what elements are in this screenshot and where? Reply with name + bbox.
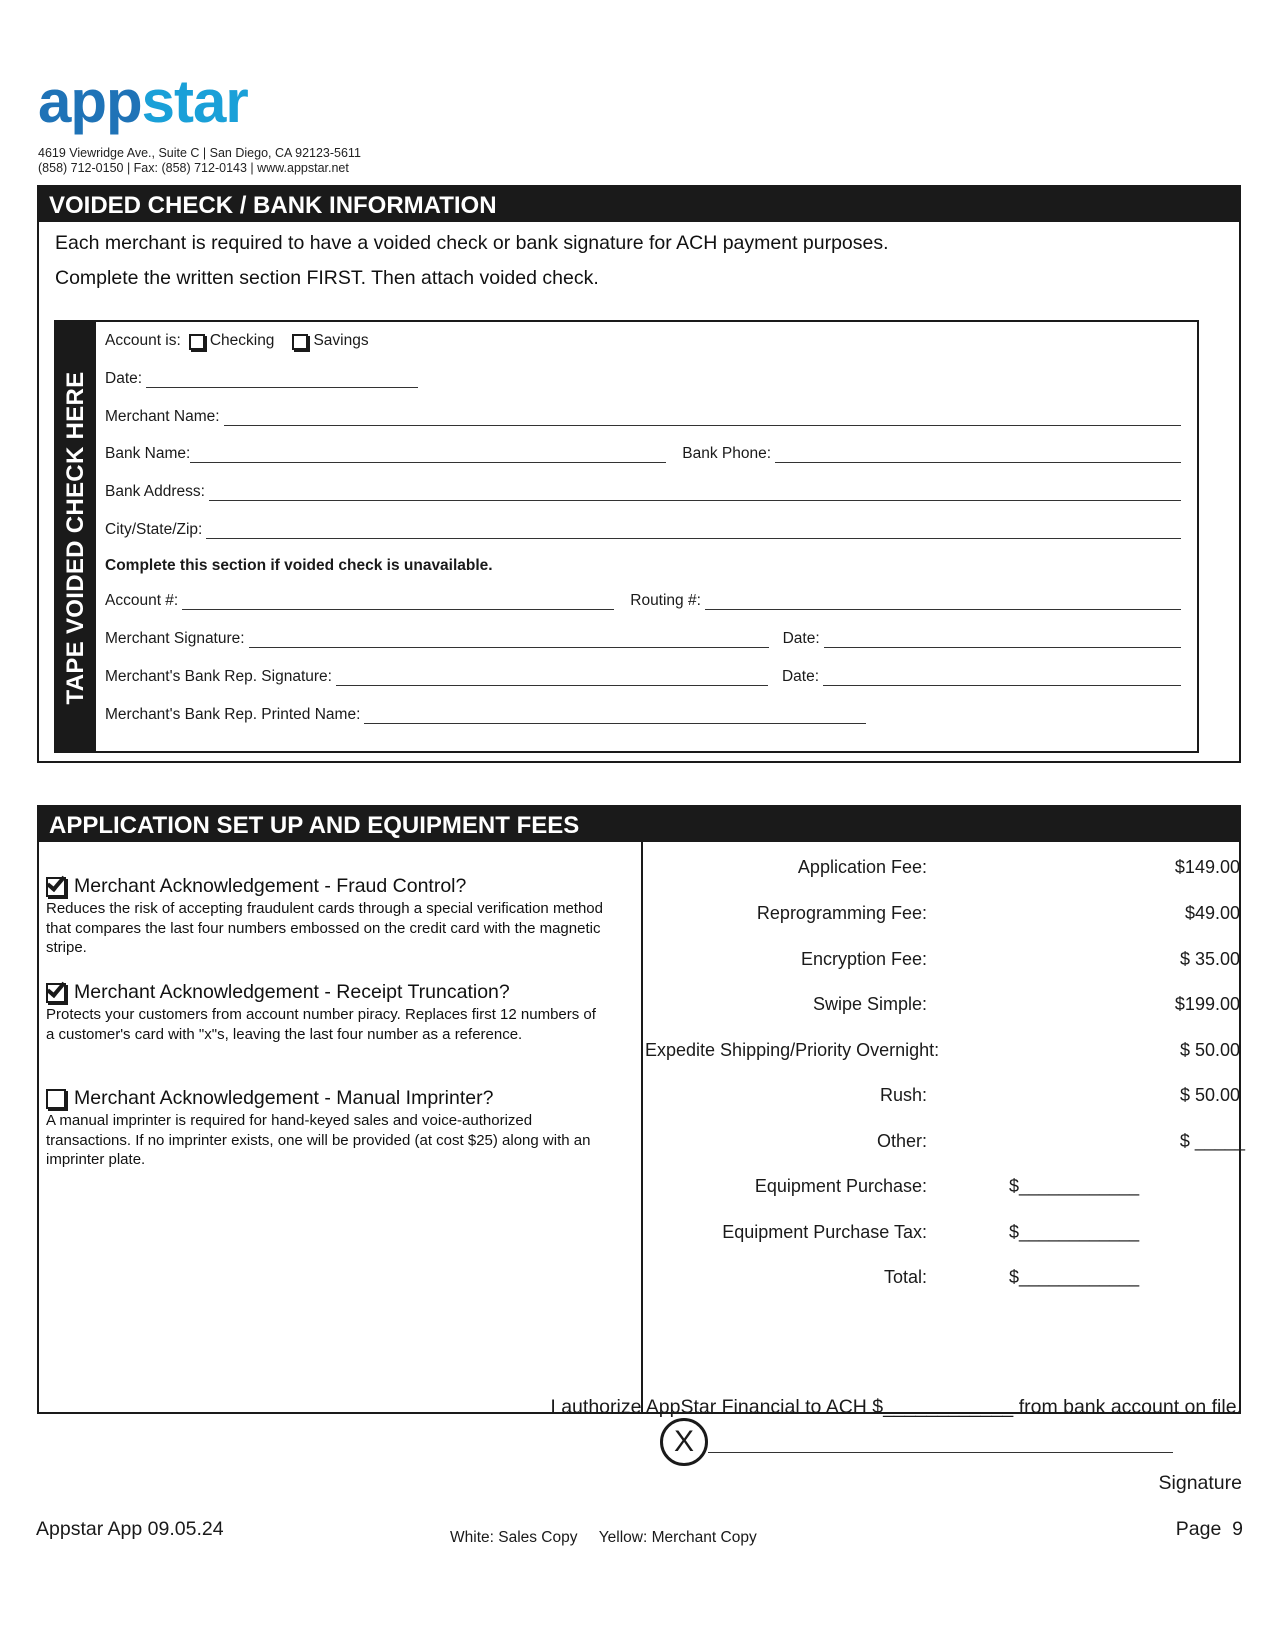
routing-number-field[interactable] bbox=[705, 595, 1181, 610]
fee-row-equipment-purchase: Equipment Purchase: $____________ bbox=[645, 1176, 1245, 1200]
bank-rep-signature-date-field[interactable] bbox=[823, 671, 1181, 686]
fee-row-encryption: Encryption Fee: $ 35.00 bbox=[800, 949, 1240, 969]
fee-row-other: Other: $ _____ bbox=[876, 1131, 1245, 1151]
account-number-field[interactable] bbox=[182, 595, 614, 610]
city-state-zip-row: City/State/Zip: bbox=[105, 517, 1181, 539]
equipment-purchase-field[interactable]: $____________ bbox=[1009, 1176, 1140, 1196]
signature-x-mark: X bbox=[660, 1418, 708, 1466]
date-row: Date: bbox=[105, 366, 1181, 388]
fees-section bbox=[37, 805, 1245, 1414]
bank-address-row: Bank Address: bbox=[105, 479, 1181, 501]
bank-phone-field[interactable] bbox=[775, 448, 1181, 463]
bank-address-field[interactable] bbox=[209, 486, 1181, 501]
fee-row-equipment-tax: Equipment Purchase Tax: $____________ bbox=[645, 1222, 1245, 1246]
savings-label: Savings bbox=[313, 332, 369, 349]
fraud-control-checkbox[interactable] bbox=[46, 877, 66, 897]
total-field[interactable]: $____________ bbox=[1009, 1267, 1140, 1287]
fee-row-expedite-shipping: Expedite Shipping/Priority Overnight: $ 50.00 bbox=[645, 1040, 1240, 1060]
bank-rep-printed-name-field[interactable] bbox=[364, 709, 866, 724]
account-routing-row: Account #: Routing #: bbox=[105, 588, 1181, 610]
unavailable-note: Complete this section if voided check is unavailable. bbox=[105, 557, 493, 574]
form-version: Appstar App 09.05.24 bbox=[36, 1518, 224, 1540]
voided-check-intro-1: Each merchant is required to have a voided check or bank signature for ACH payment purposes. bbox=[55, 232, 889, 254]
equipment-tax-field[interactable]: $____________ bbox=[1009, 1222, 1140, 1242]
fee-row-swipe-simple: Swipe Simple: $199.00 bbox=[812, 994, 1240, 1014]
date-field[interactable] bbox=[146, 373, 418, 388]
company-address bbox=[38, 146, 361, 176]
merchant-signature-field[interactable] bbox=[249, 633, 769, 648]
merchant-name-field[interactable] bbox=[224, 411, 1181, 426]
page-number: Page 9 bbox=[1175, 1518, 1243, 1540]
voided-check-intro-2: Complete the written section FIRST. Then attach voided check. bbox=[55, 267, 599, 289]
city-state-zip-field[interactable] bbox=[206, 524, 1181, 539]
voided-check-title: VOIDED CHECK / BANK INFORMATION bbox=[39, 187, 1239, 222]
ack-receipt-truncation: Merchant Acknowledgement - Receipt Truncation? Protects your customers from account number piracy. Replaces first 12 numbers of a customer's card with "x"s, leaving the last four number as a reference. bbox=[46, 981, 596, 1043]
fee-row-total: Total: $____________ bbox=[645, 1267, 1245, 1291]
signature-field[interactable] bbox=[708, 1438, 1173, 1453]
ack-fraud-control: Merchant Acknowledgement - Fraud Control? Reduces the risk of accepting fraudulent cards through a special verification method that compares the last four numbers embossed on the credit card with the magnetic stripe. bbox=[46, 875, 603, 956]
tape-strip bbox=[56, 322, 96, 751]
voided-check-section bbox=[37, 185, 1241, 763]
bank-name-field[interactable] bbox=[190, 448, 666, 463]
fee-row-reprogramming: Reprogramming Fee: $49.00 bbox=[756, 903, 1240, 923]
other-fee-field[interactable]: $ _____ bbox=[1179, 1131, 1245, 1151]
bank-info-form bbox=[54, 320, 1199, 753]
merchant-name-row: Merchant Name: bbox=[105, 404, 1181, 426]
bank-rep-signature-field[interactable] bbox=[336, 671, 768, 686]
address-line-1: 4619 Viewridge Ave., Suite C | San Diego, CA 92123-5611 bbox=[38, 146, 361, 160]
copy-distribution: White: Sales Copy Yellow: Merchant Copy bbox=[450, 1529, 757, 1546]
fee-row-rush: Rush: $ 50.00 bbox=[879, 1085, 1240, 1105]
bank-rep-printed-name-row: Merchant's Bank Rep. Printed Name: bbox=[105, 702, 1181, 724]
checking-checkbox[interactable] bbox=[189, 334, 205, 350]
savings-checkbox[interactable] bbox=[292, 334, 308, 350]
merchant-signature-date-field[interactable] bbox=[824, 633, 1181, 648]
signature-label: Signature bbox=[1158, 1472, 1242, 1494]
checking-label: Checking bbox=[209, 332, 275, 349]
fees-title: APPLICATION SET UP AND EQUIPMENT FEES bbox=[39, 807, 1239, 842]
appstar-logo: appstar bbox=[38, 68, 248, 135]
bank-name-row: Bank Name: Bank Phone: bbox=[105, 441, 1181, 463]
ach-authorization: I authorize AppStar Financial to ACH $____________ from bank account on file. bbox=[550, 1396, 1242, 1418]
fees-divider bbox=[641, 842, 643, 1412]
tape-label: TAPE VOIDED CHECK HERE bbox=[62, 371, 89, 705]
bank-rep-signature-row: Merchant's Bank Rep. Signature: Date: bbox=[105, 664, 1181, 686]
ack-manual-imprinter: Merchant Acknowledgement - Manual Imprinter? A manual imprinter is required for hand-keyed sales and voice-authorized transactions. If no imprinter exists, one will be provided (at cost $25) along with an imprinter plate. bbox=[46, 1087, 591, 1168]
merchant-signature-row: Merchant Signature: Date: bbox=[105, 626, 1181, 648]
address-line-2: (858) 712-0150 | Fax: (858) 712-0143 | www.appstar.net bbox=[38, 161, 349, 175]
manual-imprinter-checkbox[interactable] bbox=[46, 1089, 66, 1109]
account-type-row: Account is: Checking Savings bbox=[105, 332, 369, 349]
receipt-truncation-checkbox[interactable] bbox=[46, 983, 66, 1003]
fee-row-application: Application Fee: $149.00 bbox=[797, 857, 1240, 877]
